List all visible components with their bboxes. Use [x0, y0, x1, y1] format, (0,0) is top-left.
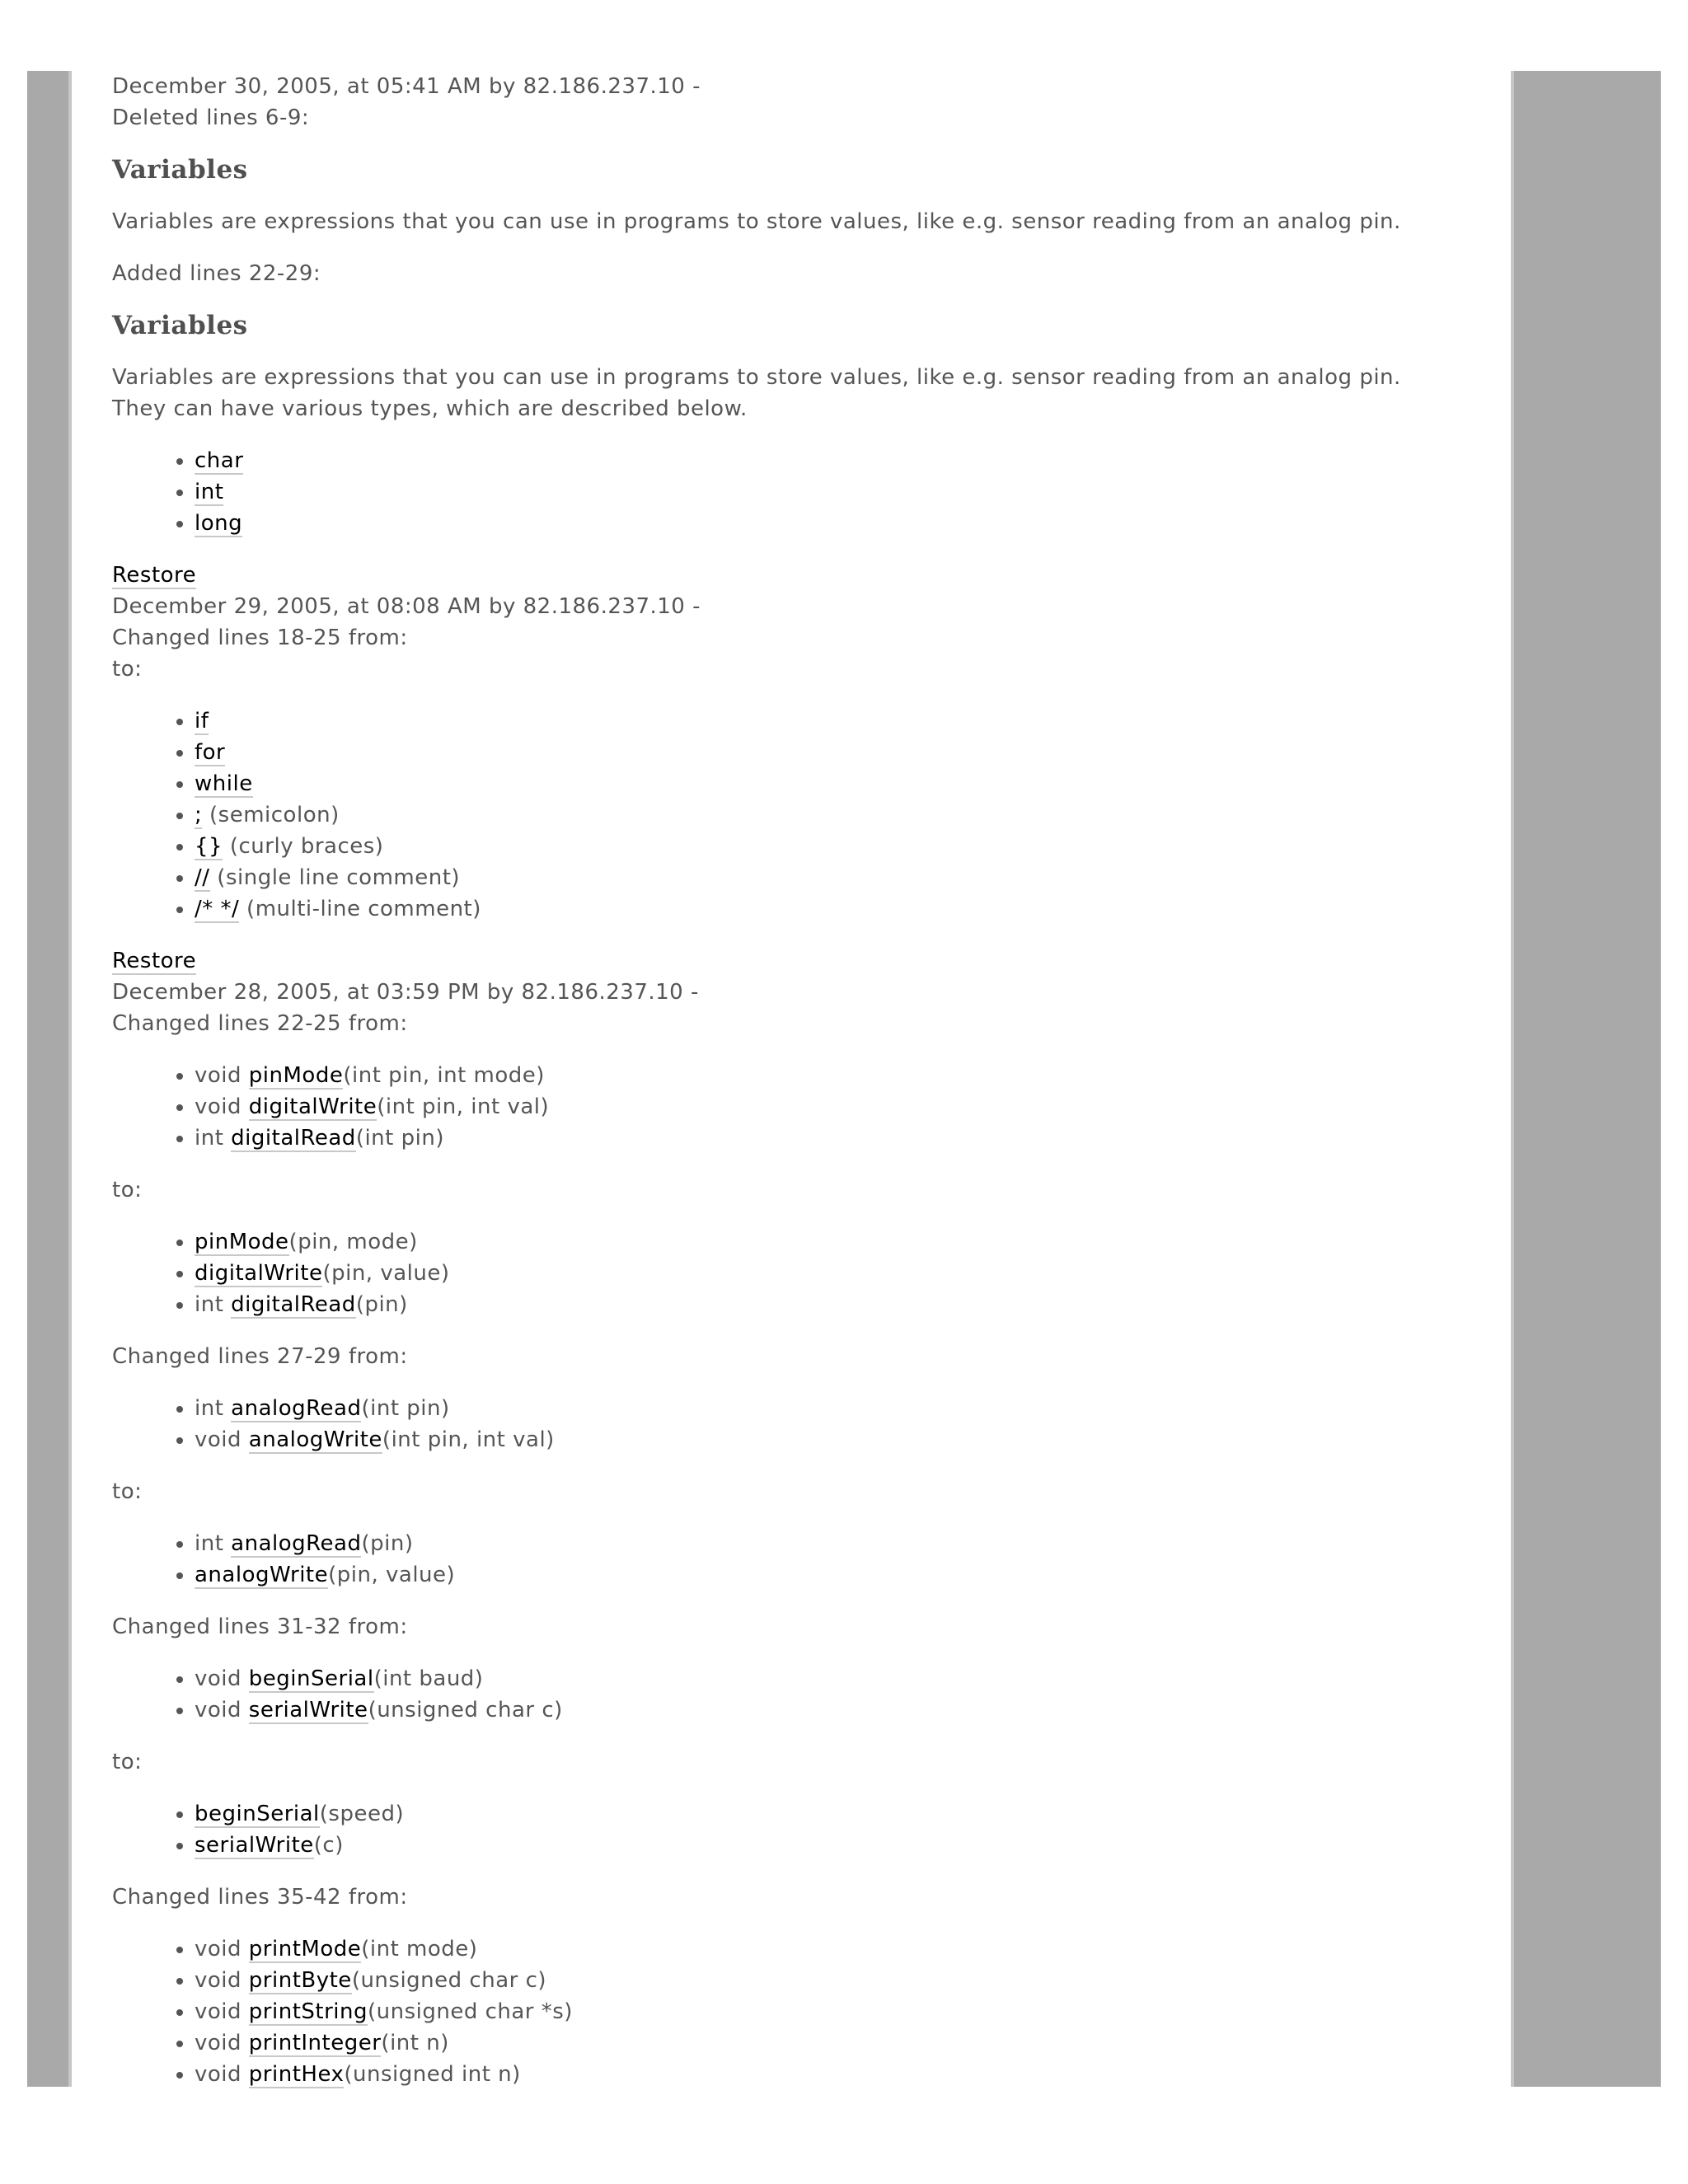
- link-digitalwrite[interactable]: digitalWrite: [248, 1094, 377, 1119]
- page-history-content: [112, 71, 1431, 2090]
- link-analogwrite[interactable]: analogWrite: [195, 1563, 329, 1587]
- link-int[interactable]: int: [195, 480, 224, 504]
- list-item: • analogWrite(pin, value): [195, 1559, 1431, 1591]
- function-list: [112, 1933, 1431, 2090]
- revision-meta: December 28, 2005, at 03:59 PM by 82.186.237.10 -: [112, 980, 699, 1005]
- diff-summary: Changed lines 18-25 from:: [112, 626, 408, 650]
- link-multi-line-comment[interactable]: /* */: [195, 897, 240, 921]
- link-printinteger[interactable]: printInteger: [248, 2031, 382, 2055]
- diff-to: to:: [112, 657, 143, 682]
- link-semicolon[interactable]: ;: [195, 803, 203, 827]
- link-curly-braces[interactable]: {}: [195, 834, 223, 859]
- list-item: • {} (curly braces): [195, 831, 1431, 862]
- link-single-line-comment[interactable]: //: [195, 865, 210, 890]
- diff-summary: Changed lines 27-29 from:: [112, 1344, 408, 1369]
- link-serialwrite[interactable]: serialWrite: [248, 1698, 368, 1722]
- list-item: [195, 508, 1431, 539]
- right-sidebar-bar: [1511, 71, 1661, 2087]
- diff-summary: Changed lines 22-25 from:: [112, 1011, 408, 1036]
- diff-summary: Changed lines 35-42 from:: [112, 1885, 408, 1910]
- list-item: • digitalWrite(pin, value): [195, 1258, 1431, 1289]
- list-item: • void analogWrite(int pin, int val): [195, 1424, 1431, 1455]
- list-item: • void serialWrite(unsigned char c): [195, 1694, 1431, 1726]
- list-item: • // (single line comment): [195, 862, 1431, 893]
- function-list: [112, 1663, 1431, 1726]
- link-serialwrite[interactable]: serialWrite: [195, 1833, 314, 1858]
- link-pinmode[interactable]: pinMode: [195, 1230, 289, 1254]
- list-item: • int digitalRead(int pin): [195, 1122, 1431, 1154]
- function-list: [112, 1528, 1431, 1591]
- link-pinmode[interactable]: pinMode: [248, 1063, 344, 1088]
- list-item: • void printInteger(int n): [195, 2027, 1431, 2059]
- link-beginserial[interactable]: beginSerial: [248, 1666, 374, 1691]
- link-for[interactable]: for: [195, 740, 226, 765]
- diff-summary: Changed lines 31-32 from:: [112, 1615, 408, 1639]
- link-long[interactable]: long: [195, 511, 243, 536]
- restore-link[interactable]: Restore: [112, 563, 197, 588]
- list-item: • void printByte(unsigned char c): [195, 1965, 1431, 1996]
- paragraph: Variables are expressions that you can use in programs to store values, like e.g. sensor reading from an analog pin. They can have various types, which are described below.: [112, 365, 1401, 421]
- section-heading: Variables: [112, 155, 248, 185]
- left-sidebar-bar: [27, 71, 72, 2087]
- function-list: [112, 1393, 1431, 1455]
- link-printmode[interactable]: printMode: [248, 1937, 362, 1961]
- link-digitalwrite[interactable]: digitalWrite: [195, 1261, 323, 1286]
- function-list: [112, 1226, 1431, 1320]
- list-item: • void printMode(int mode): [195, 1933, 1431, 1965]
- link-analogwrite[interactable]: analogWrite: [248, 1427, 382, 1452]
- list-item: • int analogRead(pin): [195, 1528, 1431, 1559]
- link-if[interactable]: if: [195, 709, 209, 733]
- diff-to: to:: [112, 1479, 143, 1504]
- section-heading: Variables: [112, 311, 248, 340]
- link-while[interactable]: while: [195, 771, 253, 796]
- revision-meta: December 30, 2005, at 05:41 AM by 82.186.237.10 -: [112, 74, 701, 99]
- list-item: • void pinMode(int pin, int mode): [195, 1060, 1431, 1091]
- link-digitalread[interactable]: digitalRead: [231, 1292, 356, 1317]
- list-item: [195, 476, 1431, 508]
- diff-summary: Added lines 22-29:: [112, 261, 321, 286]
- list-item: • int digitalRead(pin): [195, 1289, 1431, 1320]
- revision-meta: December 29, 2005, at 08:08 AM by 82.186.237.10 -: [112, 594, 701, 619]
- list-item: • void printHex(unsigned int n): [195, 2059, 1431, 2090]
- link-printbyte[interactable]: printByte: [248, 1968, 352, 1993]
- structure-list: [112, 705, 1431, 925]
- list-item: • serialWrite(c): [195, 1830, 1431, 1861]
- paragraph: Variables are expressions that you can use in programs to store values, like e.g. sensor reading from an analog pin.: [112, 209, 1401, 234]
- link-printhex[interactable]: printHex: [248, 2062, 345, 2087]
- list-item: [195, 768, 1431, 799]
- link-analogread[interactable]: analogRead: [231, 1396, 362, 1421]
- diff-to: to:: [112, 1750, 143, 1774]
- list-item: [195, 445, 1431, 476]
- link-analogread[interactable]: analogRead: [231, 1531, 362, 1556]
- link-printstring[interactable]: printString: [248, 1999, 368, 2024]
- function-list: [112, 1798, 1431, 1861]
- list-item: • beginSerial(speed): [195, 1798, 1431, 1830]
- function-list: [112, 1060, 1431, 1154]
- diff-to: to:: [112, 1178, 143, 1202]
- list-item: • int analogRead(int pin): [195, 1393, 1431, 1424]
- list-item: [195, 705, 1431, 737]
- link-beginserial[interactable]: beginSerial: [195, 1802, 320, 1826]
- link-char[interactable]: char: [195, 448, 244, 473]
- list-item: • /* */ (multi-line comment): [195, 893, 1431, 925]
- types-list: [112, 445, 1431, 539]
- link-digitalread[interactable]: digitalRead: [231, 1126, 356, 1151]
- list-item: • void digitalWrite(int pin, int val): [195, 1091, 1431, 1122]
- list-item: • ; (semicolon): [195, 799, 1431, 831]
- restore-link[interactable]: Restore: [112, 949, 197, 973]
- diff-summary: Deleted lines 6-9:: [112, 105, 310, 130]
- list-item: [195, 737, 1431, 768]
- list-item: • void printString(unsigned char *s): [195, 1996, 1431, 2027]
- list-item: • pinMode(pin, mode): [195, 1226, 1431, 1258]
- list-item: • void beginSerial(int baud): [195, 1663, 1431, 1694]
